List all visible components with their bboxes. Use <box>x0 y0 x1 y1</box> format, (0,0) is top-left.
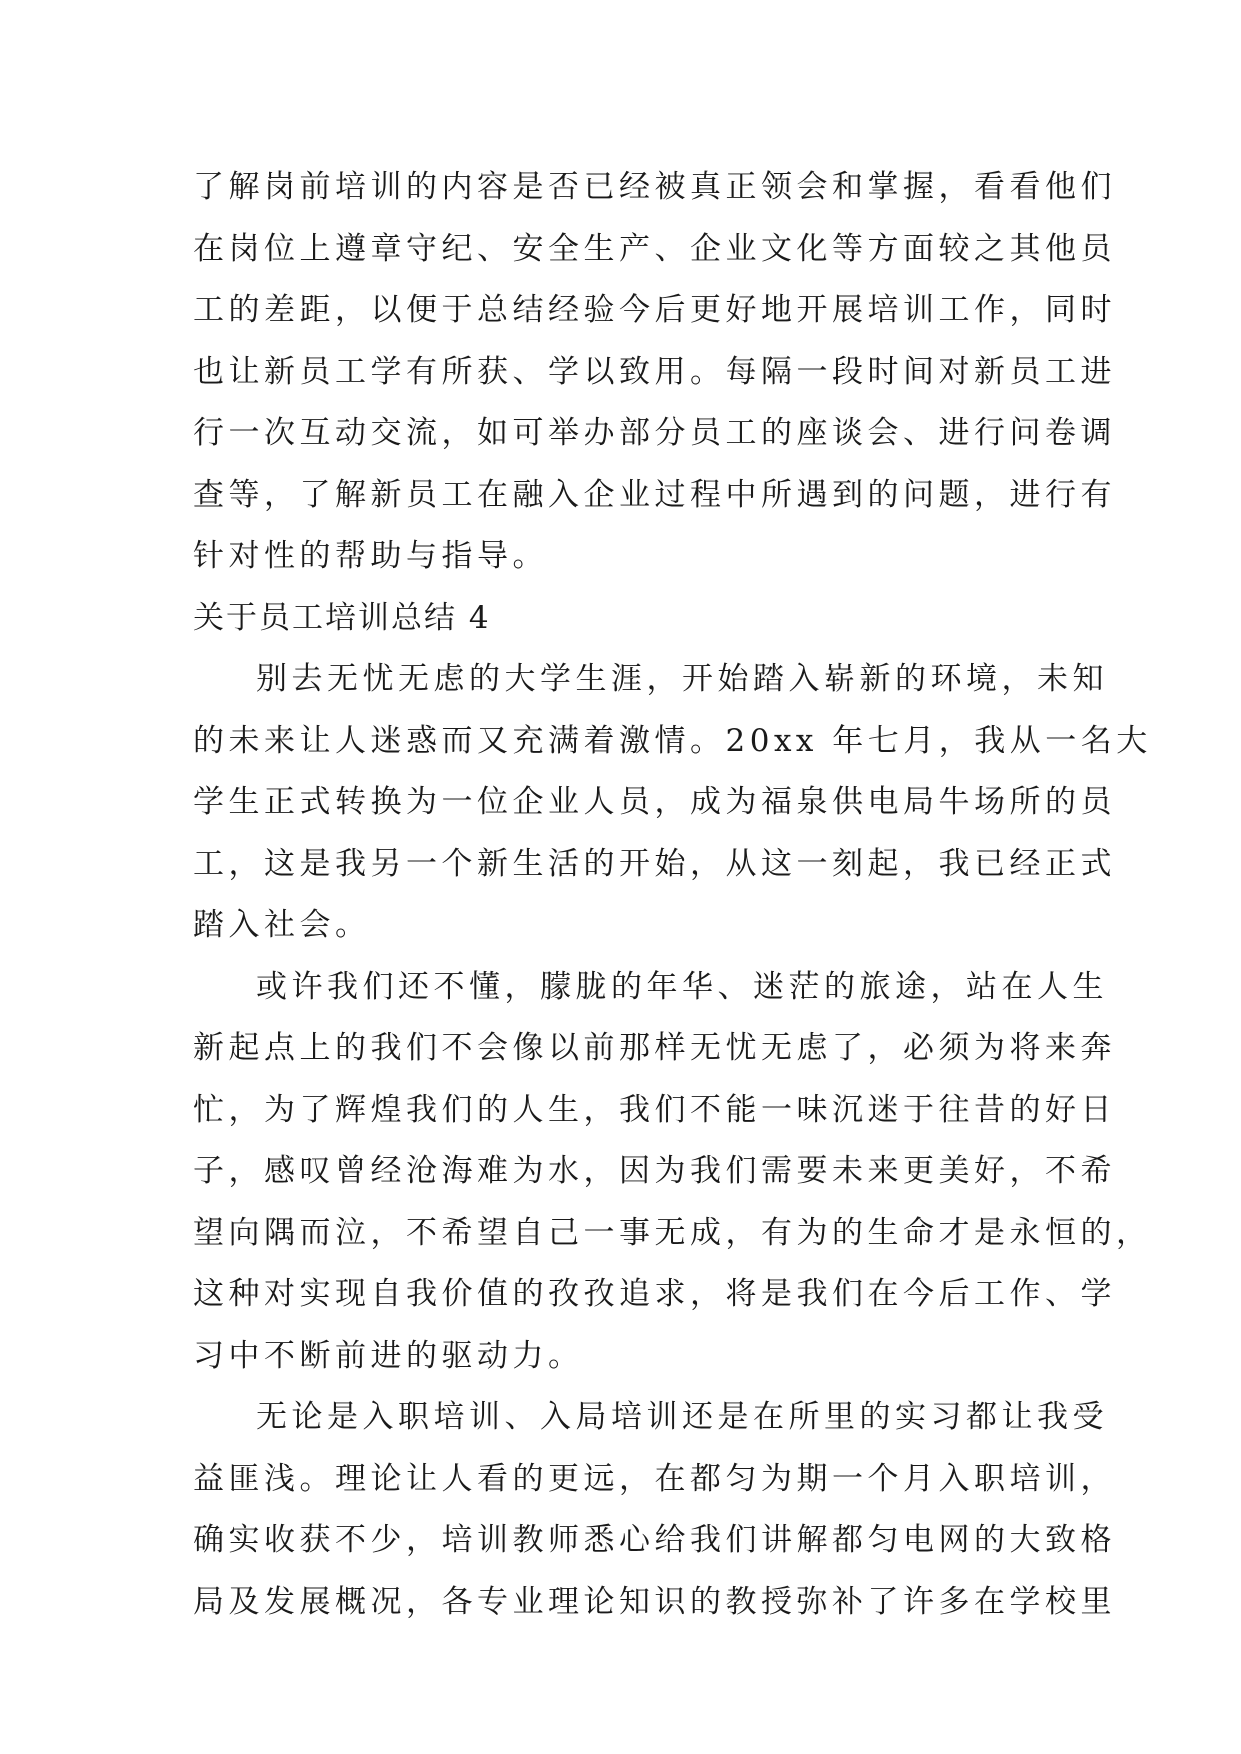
text-line: 针对性的帮助与指导。 <box>193 538 548 574</box>
text-line: 在岗位上遵章守纪、安全生产、企业文化等方面较之其他员 <box>193 230 1116 267</box>
text-line: 局及发展概况，各专业理论知识的教授弥补了许多在学校里 <box>193 1583 1116 1620</box>
text-line: 踏入社会。 <box>193 907 371 943</box>
text-line: 学生正式转换为一位企业人员，成为福泉供电局牛场所的员 <box>193 784 1116 820</box>
text-line: 习中不断前进的驱动力。 <box>193 1337 584 1374</box>
text-line: 行一次互动交流，如可举办部分员工的座谈会、进行问卷调 <box>193 415 1116 451</box>
text-line: 了解岗前培训的内容是否已经被真正领会和掌握，看看他们 <box>193 169 1116 205</box>
intro-paragraph <box>193 157 1116 588</box>
text-line: 这种对实现自我价值的孜孜追求，将是我们在今后工作、学 <box>193 1276 1116 1312</box>
text-line: 新起点上的我们不会像以前那样无忧无虑了，必须为将来奔 <box>193 1030 1116 1066</box>
section-title: 关于员工培训总结 4 <box>193 599 491 636</box>
text-line: 工，这是我另一个新生活的开始，从这一刻起，我已经正式 <box>193 845 1116 882</box>
text-line: 也让新员工学有所获、学以致用。每隔一段时间对新员工进 <box>193 353 1116 390</box>
text-line: 查等，了解新员工在融入企业过程中所遇到的问题，进行有 <box>193 476 1116 513</box>
paragraph-2 <box>193 957 1152 1388</box>
text-line: 的未来让人迷惑而又充满着激情。20xx 年七月，我从一名大 <box>193 722 1152 759</box>
text-line: 确实收获不少，培训教师悉心给我们讲解都匀电网的大致格 <box>193 1522 1116 1558</box>
document-page <box>193 157 1152 1633</box>
text-line: 工的差距，以便于总结经验今后更好地开展培训工作，同时 <box>193 292 1116 328</box>
paragraph-3 <box>193 1387 1116 1633</box>
text-line: 别去无忧无虑的大学生涯，开始踏入崭新的环境，未知 <box>256 661 1108 697</box>
text-line: 无论是入职培训、入局培训还是在所里的实习都让我受 <box>256 1399 1108 1435</box>
text-line: 忙，为了辉煌我们的人生，我们不能一味沉迷于往昔的好日 <box>193 1091 1116 1128</box>
text-line: 或许我们还不懂，朦胧的年华、迷茫的旅途，站在人生 <box>256 968 1108 1005</box>
paragraph-1 <box>193 649 1152 957</box>
text-line: 子，感叹曾经沧海难为水，因为我们需要未来更美好，不希 <box>193 1153 1116 1189</box>
text-line: 益匪浅。理论让人看的更远，在都匀为期一个月入职培训， <box>193 1460 1116 1497</box>
text-line: 望向隅而泣，不希望自己一事无成，有为的生命才是永恒的， <box>193 1214 1152 1251</box>
